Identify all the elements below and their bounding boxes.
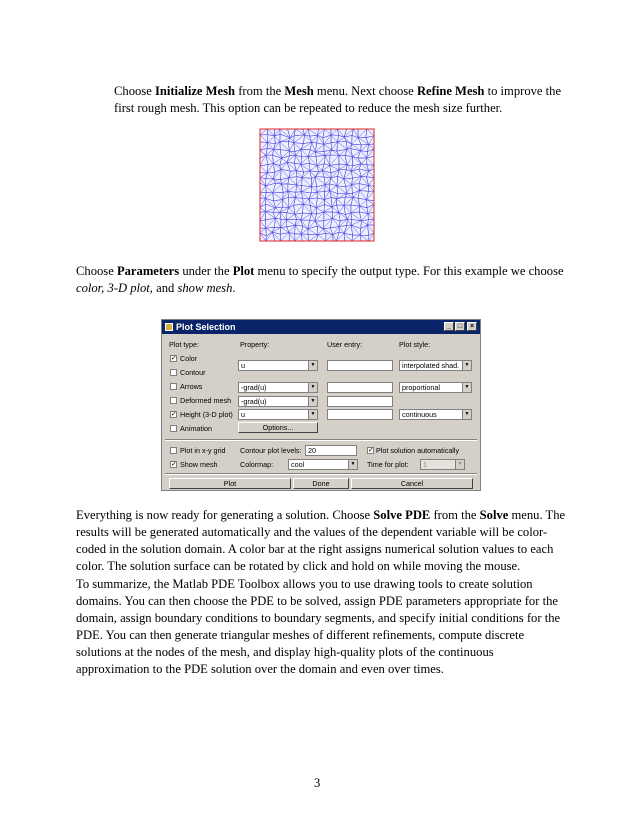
time-for-plot-select[interactable]: 1 ▼ <box>420 459 465 470</box>
plot-xy-grid-label: Plot in x-y grid <box>180 446 226 455</box>
separator <box>165 473 477 475</box>
plot-selection-dialog <box>161 319 481 491</box>
summary-line-2: domains. You can then choose the PDE to be solved, assign PDE parameters appropriate for the <box>76 594 558 608</box>
summary-line-4: PDE. You can then generate triangular meshes of different refinements, compute discrete <box>76 628 525 642</box>
contour-checkbox[interactable] <box>170 369 177 376</box>
solve-line-1: Everything is now ready for generating a solution. Choose Solve PDE from the Solve menu. The <box>76 508 566 522</box>
parameters-line-2: color, 3-D plot, and show mesh. <box>76 281 236 295</box>
animation-checkbox[interactable] <box>170 425 177 432</box>
maximize-icon[interactable]: □ <box>455 322 465 331</box>
time-for-plot-label: Time for plot: <box>367 460 409 469</box>
plot-type-header: Plot type: <box>169 340 199 349</box>
color-label: Color <box>180 354 198 363</box>
property-header: Property: <box>240 340 270 349</box>
done-button[interactable]: Done <box>293 478 349 489</box>
chevron-down-icon: ▼ <box>348 460 357 469</box>
chevron-down-icon: ▼ <box>462 410 471 419</box>
plot-button[interactable]: Plot <box>169 478 291 489</box>
intro-paragraph <box>114 83 562 117</box>
color-property-select[interactable]: u ▼ <box>238 360 318 371</box>
solve-paragraph <box>76 507 566 575</box>
summary-line-3: domain, assign boundary conditions to boundary segments, and specify initial conditions for the <box>76 611 561 625</box>
arrows-checkbox[interactable] <box>170 383 177 390</box>
parameters-line-1: Choose Parameters under the Plot menu to specify the output type. For this example we choose <box>76 264 564 278</box>
contour-levels-label: Contour plot levels: <box>240 446 302 455</box>
show-mesh-checkbox[interactable]: ✓ <box>171 461 177 468</box>
color-style-select[interactable]: interpolated shad. ▼ <box>399 360 472 371</box>
color-user-entry[interactable] <box>327 360 393 371</box>
plot-xy-grid-checkbox[interactable] <box>170 447 177 454</box>
summary-paragraph <box>76 576 563 678</box>
contour-label: Contour <box>180 368 206 377</box>
intro-line-2: first rough mesh. This option can be repeated to reduce the mesh size further. <box>114 101 503 115</box>
mesh-triangles <box>260 129 374 241</box>
deformed-property-select[interactable]: -grad(u) ▼ <box>238 396 318 407</box>
page-number: 3 <box>314 776 321 790</box>
options-button[interactable]: Options... <box>238 422 318 433</box>
parameters-paragraph <box>76 263 563 297</box>
chevron-down-icon: ▼ <box>462 383 471 392</box>
window-icon <box>165 323 173 331</box>
deformed-mesh-checkbox[interactable] <box>170 397 177 404</box>
height-checkbox[interactable]: ✓ <box>171 411 177 418</box>
deformed-user-entry[interactable] <box>327 396 393 407</box>
animation-label: Animation <box>180 424 212 433</box>
chevron-down-icon: ▼ <box>455 460 464 469</box>
separator <box>165 439 477 441</box>
chevron-down-icon: ▼ <box>308 383 317 392</box>
dialog-titlebar[interactable] <box>162 320 480 334</box>
solve-line-4: color. The solution surface can be rotated by click and hold on while moving the mouse. <box>76 559 521 573</box>
intro-line-1: Choose Initialize Mesh from the Mesh menu. Next choose Refine Mesh to improve the <box>114 84 562 98</box>
height-style-select[interactable]: continuous ▼ <box>399 409 472 420</box>
chevron-down-icon: ▼ <box>308 361 317 370</box>
dialog-title: Plot Selection <box>176 322 236 332</box>
summary-line-5: solutions at the nodes of the mesh, and display high-quality plots of the continuous <box>76 645 494 659</box>
mesh-figure <box>258 127 376 243</box>
solve-line-3: coded in the solution domain. A color bar at the right assigns numerical solution values to each <box>76 542 554 556</box>
summary-line-1: To summarize, the Matlab PDE Toolbox allows you to use drawing tools to create solution <box>76 577 533 591</box>
arrows-property-select[interactable]: -grad(u) ▼ <box>238 382 318 393</box>
user-entry-header: User entry: <box>327 340 363 349</box>
colormap-select[interactable]: cool ▼ <box>288 459 358 470</box>
close-icon[interactable]: × <box>467 322 477 331</box>
height-property-select[interactable]: u ▼ <box>238 409 318 420</box>
colormap-label: Colormap: <box>240 460 274 469</box>
minimize-icon[interactable]: _ <box>444 322 454 331</box>
plot-auto-label: Plot solution automatically <box>376 446 460 455</box>
summary-line-6: approximation to the PDE solution over the domain and even over times. <box>76 662 444 676</box>
contour-levels-input[interactable]: 20 <box>305 445 357 456</box>
arrows-label: Arrows <box>180 382 203 391</box>
plot-style-header: Plot style: <box>399 340 431 349</box>
cancel-button[interactable]: Cancel <box>351 478 473 489</box>
show-mesh-label: Show mesh <box>180 460 218 469</box>
height-user-entry[interactable] <box>327 409 393 420</box>
chevron-down-icon: ▼ <box>308 410 317 419</box>
plot-auto-checkbox[interactable]: ✓ <box>368 447 374 454</box>
height-label: Height (3-D plot) <box>180 410 233 419</box>
color-checkbox[interactable]: ✓ <box>171 355 177 362</box>
deformed-mesh-label: Deformed mesh <box>180 396 232 405</box>
arrows-user-entry[interactable] <box>327 382 393 393</box>
arrows-style-select[interactable]: proportional ▼ <box>399 382 472 393</box>
solve-line-2: results will be generated automatically and the values of the dependent variable will be color- <box>76 525 548 539</box>
chevron-down-icon: ▼ <box>308 397 317 406</box>
chevron-down-icon: ▼ <box>462 361 471 370</box>
